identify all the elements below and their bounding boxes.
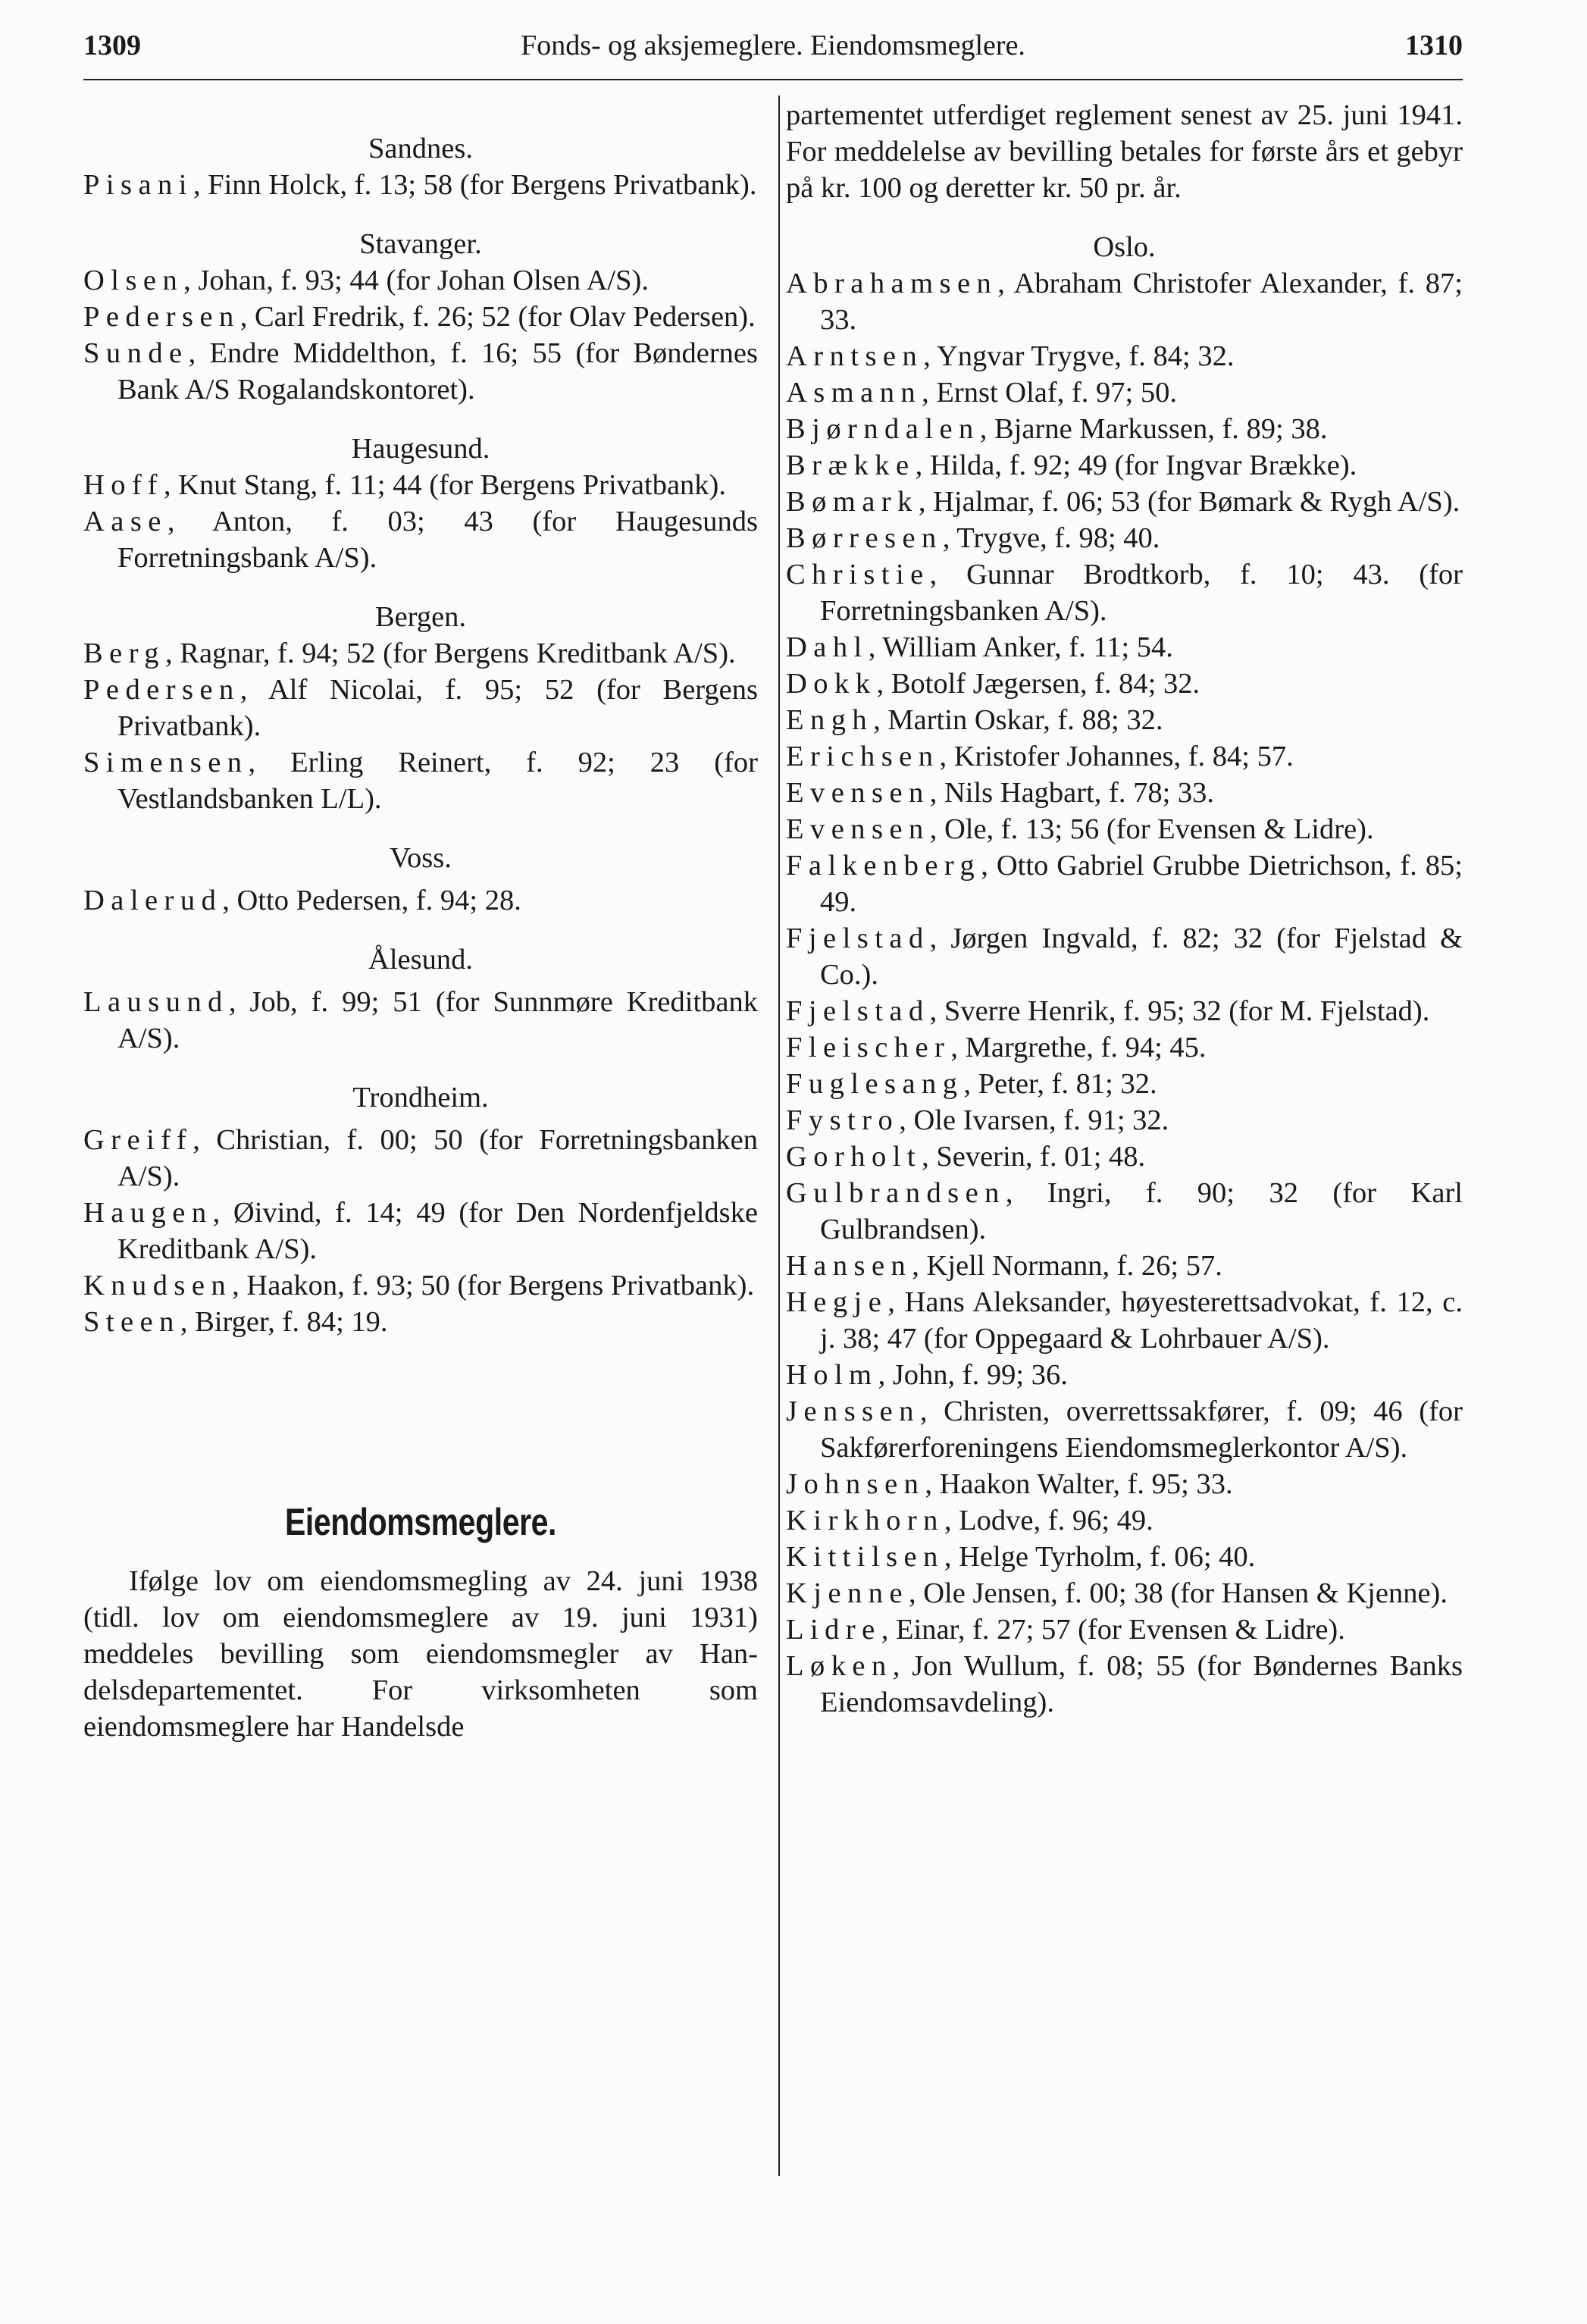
entry-surname: Olsen	[83, 265, 184, 296]
entry-surname: Erichsen	[786, 741, 940, 772]
entry-details: , Anton, f. 03; 43 (for Haugesunds Forretningsbank A/S).	[117, 506, 758, 574]
entry-details: , Job, f. 99; 51 (for Sunnmøre Kreditbank A/S).	[117, 986, 758, 1054]
entry-surname: Christie	[786, 559, 930, 590]
entry-surname: Bjørndalen	[786, 413, 980, 445]
entry-details: , John, f. 99; 36.	[878, 1359, 1068, 1391]
entry-details: , Ole, f. 13; 56 (for Evensen & Lidre).	[929, 813, 1374, 845]
entry-details: , Johan, f. 93; 44 (for Johan Olsen A/S).	[183, 265, 649, 296]
city-heading: Bergen.	[374, 601, 467, 633]
entry-details: , Lodve, f. 96; 49.	[944, 1505, 1153, 1536]
directory-entry	[786, 1575, 1463, 1611]
directory-entry	[786, 1029, 1463, 1066]
entry-surname: Steen	[83, 1306, 180, 1338]
directory-entry	[786, 411, 1463, 447]
entry-details: , Hjalmar, f. 06; 53 (for Bømark & Rygh A/S).	[918, 486, 1460, 518]
entry-details: , Erling Reinert, f. 92; 23 (for Vestlandsbanken L/L).	[117, 747, 758, 815]
entry-list	[786, 265, 1463, 1721]
entry-surname: Arntsen	[786, 340, 924, 372]
directory-entry	[786, 993, 1463, 1029]
entry-details: , Kjell Normann, f. 26; 57.	[912, 1250, 1222, 1282]
directory-entry	[83, 672, 758, 744]
entry-surname: Abrahamsen	[786, 268, 998, 299]
entry-details: , Bjarne Markussen, f. 89; 38.	[979, 413, 1328, 445]
entry-surname: Hoff	[83, 469, 164, 501]
entry-surname: Gorholt	[786, 1141, 922, 1173]
right-column	[786, 97, 1463, 1721]
entry-surname: Dokk	[786, 668, 877, 700]
directory-entry	[83, 984, 758, 1057]
entry-details: , Ingri, f. 90; 32 (for Karl Gulbrandsen).	[820, 1177, 1463, 1245]
entry-details: , Jon Wullum, f. 08; 55 (for Bøndernes Banks Eiendomsavdeling).	[820, 1650, 1463, 1718]
entry-surname: Kittilsen	[786, 1541, 944, 1573]
entry-surname: Falkenberg	[786, 850, 981, 882]
section-title: Eiendomsmeglere.	[284, 1501, 557, 1543]
entry-list	[83, 467, 758, 576]
entry-surname: Holm	[786, 1359, 878, 1391]
entry-surname: Johnsen	[786, 1468, 925, 1500]
entry-details: , Ernst Olaf, f. 97; 50.	[922, 377, 1177, 409]
directory-entry	[83, 335, 758, 408]
entry-surname: Fjelstad	[786, 995, 930, 1027]
entry-details: , Birger, f. 84; 19.	[180, 1306, 388, 1338]
entry-list	[83, 167, 758, 203]
entry-surname: Dalerud	[83, 885, 223, 916]
entry-surname: Jenssen	[786, 1395, 920, 1427]
directory-entry	[786, 556, 1463, 629]
entry-details: , Knut Stang, f. 11; 44 (for Bergens Privatbank).	[163, 469, 726, 501]
directory-entry	[83, 503, 758, 576]
running-title: Fonds- og aksjemeglere. Eiendomsmeglere.	[521, 30, 1025, 61]
entry-details: , Margrethe, f. 94; 45.	[950, 1032, 1207, 1063]
left-column	[83, 114, 758, 1745]
directory-entry	[83, 635, 758, 672]
entry-details: , Ole Ivarsen, f. 91; 32.	[899, 1104, 1169, 1136]
entry-surname: Kjenne	[786, 1577, 909, 1609]
entry-surname: Knudsen	[83, 1270, 233, 1301]
entry-surname: Pedersen	[83, 301, 240, 333]
directory-entry	[83, 1122, 758, 1195]
entry-surname: Engh	[786, 704, 874, 736]
entry-details: , Ole Jensen, f. 00; 38 (for Hansen & Kjenne).	[909, 1577, 1448, 1609]
directory-entry	[83, 167, 758, 203]
entry-details: , Otto Pedersen, f. 94; 28.	[222, 885, 521, 916]
entry-surname: Aase	[83, 506, 167, 537]
page-header	[83, 29, 1463, 74]
entry-surname: Evensen	[786, 813, 930, 845]
directory-entry	[786, 847, 1463, 920]
entry-details: , Martin Oskar, f. 88; 32.	[873, 704, 1163, 736]
header-rule	[83, 79, 1463, 80]
entry-details: , Otto Gabriel Grubbe Dietrichson, f. 85; 49.	[820, 850, 1463, 918]
entry-details: , Alf Nicolai, f. 95; 52 (for Bergens Privatbank).	[117, 674, 758, 742]
directory-entry	[83, 1195, 758, 1267]
entry-details: , Finn Holck, f. 13; 58 (for Bergens Privatbank).	[193, 169, 757, 201]
directory-entry	[786, 520, 1463, 556]
city-heading: Stavanger.	[359, 228, 482, 260]
entry-surname: Pedersen	[83, 674, 240, 706]
entry-details: , Christian, f. 00; 50 (for Forretningsbanken A/S).	[117, 1124, 758, 1192]
entry-details: , Sverre Henrik, f. 95; 32 (for M. Fjelstad).	[929, 995, 1430, 1027]
directory-entry	[83, 882, 758, 919]
entry-surname: Simensen	[83, 747, 249, 778]
directory-entry	[786, 1248, 1463, 1284]
entry-surname: Børresen	[786, 522, 943, 554]
directory-entry	[786, 811, 1463, 847]
directory-entry	[786, 338, 1463, 374]
directory-entry	[83, 299, 758, 335]
directory-entry	[786, 1102, 1463, 1139]
entry-surname: Asmann	[786, 377, 922, 409]
entry-details: , Christen, overrettssakfører, f. 09; 46 (for Sakførerforeningens Eiendomsmeglerkontor A/S).	[820, 1395, 1463, 1464]
city-heading: Ålesund.	[368, 944, 473, 976]
page-number-right: 1310	[1405, 30, 1463, 61]
entry-surname: Pisani	[83, 169, 193, 201]
entry-surname: Gulbrandsen	[786, 1177, 1006, 1209]
entry-details: , Trygve, f. 98; 40.	[942, 522, 1160, 554]
entry-surname: Kirkhorn	[786, 1505, 944, 1536]
directory-entry	[786, 1393, 1463, 1466]
intro-paragraph: Ifølge lov om eiendomsmegling av 24. juni 1938 (tidl. lov om eiendomsmeglere av 19. juni 1931) meddeles bevilling som eiendomsmegler av Handelsdepartementet. For virksomheten som eiendomsmeglere har Handelsde	[83, 1565, 758, 1743]
directory-entry	[786, 1357, 1463, 1393]
entry-surname: Fjelstad	[786, 922, 930, 954]
entry-details: , Einar, f. 27; 57 (for Evensen & Lidre).	[881, 1614, 1345, 1646]
directory-entry	[83, 744, 758, 817]
entry-list	[83, 882, 758, 919]
entry-surname: Fleischer	[786, 1032, 951, 1063]
directory-entry	[83, 1304, 758, 1340]
entry-details: , Øivind, f. 14; 49 (for Den Nordenfjeldske Kreditbank A/S).	[117, 1197, 758, 1265]
entry-list	[83, 635, 758, 817]
directory-entry	[83, 467, 758, 503]
entry-list	[83, 984, 758, 1057]
directory-entry	[786, 629, 1463, 666]
entry-surname: Hegje	[786, 1286, 888, 1318]
directory-entry	[786, 1284, 1463, 1357]
entry-surname: Berg	[83, 637, 166, 669]
entry-details: , Hans Aleksander, høyesterettsadvokat, f. 12, c. j. 38; 47 (for Oppegaard & Lohrbauer A/S).	[820, 1286, 1463, 1355]
entry-details: , Abraham Christofer Alexander, f. 87; 33.	[820, 268, 1463, 336]
directory-entry	[786, 702, 1463, 738]
entry-surname: Fuglesang	[786, 1068, 964, 1100]
entry-surname: Lidre	[786, 1614, 881, 1646]
directory-entry	[786, 1466, 1463, 1502]
entry-list	[83, 1122, 758, 1340]
entry-details: , Endre Middelthon, f. 16; 55 (for Bøndernes Bank A/S Rogalandskontoret).	[117, 337, 758, 406]
directory-entry	[786, 1611, 1463, 1648]
directory-entry	[786, 738, 1463, 775]
entry-surname: Løken	[786, 1650, 893, 1682]
entry-surname: Brække	[786, 449, 916, 481]
entry-details: , Severin, f. 01; 48.	[922, 1141, 1146, 1173]
entry-details: , Ragnar, f. 94; 52 (for Bergens Kreditbank A/S).	[165, 637, 736, 669]
entry-surname: Fystro	[786, 1104, 900, 1136]
entry-details: , Botolf Jægersen, f. 84; 32.	[876, 668, 1200, 700]
entry-surname: Hansen	[786, 1250, 912, 1282]
directory-entry	[786, 1539, 1463, 1575]
entry-list	[83, 262, 758, 408]
directory-entry	[786, 1502, 1463, 1539]
city-heading: Sandnes.	[368, 133, 473, 164]
entry-surname: Dahl	[786, 631, 869, 663]
directory-entry	[786, 447, 1463, 484]
directory-entry	[83, 262, 758, 299]
city-heading: Haugesund.	[351, 433, 490, 465]
entry-details: , Helge Tyrholm, f. 06; 40.	[944, 1541, 1256, 1573]
directory-entry	[786, 666, 1463, 702]
entry-details: , Peter, f. 81; 32.	[963, 1068, 1157, 1100]
entry-surname: Evensen	[786, 777, 930, 809]
directory-entry	[786, 1648, 1463, 1721]
entry-surname: Lausund	[83, 986, 229, 1018]
entry-surname: Bømark	[786, 486, 919, 518]
entry-surname: Greiff	[83, 1124, 193, 1156]
city-heading: Voss.	[390, 842, 452, 874]
entry-details: , Gunnar Brodtkorb, f. 10; 43. (for Forretningsbanken A/S).	[820, 559, 1463, 627]
page-number-left: 1309	[83, 30, 141, 61]
continuation-paragraph: partementet utferdiget reglement senest av 25. juni 1941. For meddelelse av bevilling betales for første års et gebyr på kr. 100 og deretter kr. 50 pr. år.	[786, 99, 1463, 204]
entry-surname: Sunde	[83, 337, 189, 369]
directory-entry	[786, 484, 1463, 520]
entry-details: , Hilda, f. 92; 49 (for Ingvar Brække).	[915, 449, 1357, 481]
directory-entry	[786, 1066, 1463, 1102]
entry-details: , Kristofer Johannes, f. 84; 57.	[939, 741, 1294, 772]
entry-details: , Jørgen Ingvald, f. 82; 32 (for Fjelstad & Co.).	[820, 922, 1463, 991]
entry-details: , William Anker, f. 11; 54.	[868, 631, 1173, 663]
entry-details: , Carl Fredrik, f. 26; 52 (for Olav Pedersen).	[239, 301, 756, 333]
entry-details: , Haakon Walter, f. 95; 33.	[925, 1468, 1233, 1500]
directory-entry	[786, 1175, 1463, 1248]
entry-details: , Nils Hagbart, f. 78; 33.	[929, 777, 1215, 809]
city-heading: Trondheim.	[352, 1082, 489, 1113]
directory-entry	[786, 374, 1463, 411]
directory-entry	[786, 920, 1463, 993]
entry-details: , Haakon, f. 93; 50 (for Bergens Privatbank).	[232, 1270, 755, 1301]
directory-entry	[83, 1267, 758, 1304]
column-divider	[778, 96, 780, 2176]
directory-entry	[786, 775, 1463, 811]
directory-entry	[786, 1139, 1463, 1175]
entry-surname: Haugen	[83, 1197, 213, 1229]
entry-details: , Yngvar Trygve, f. 84; 32.	[923, 340, 1235, 372]
directory-entry	[786, 265, 1463, 338]
city-heading: Oslo.	[1093, 231, 1156, 263]
